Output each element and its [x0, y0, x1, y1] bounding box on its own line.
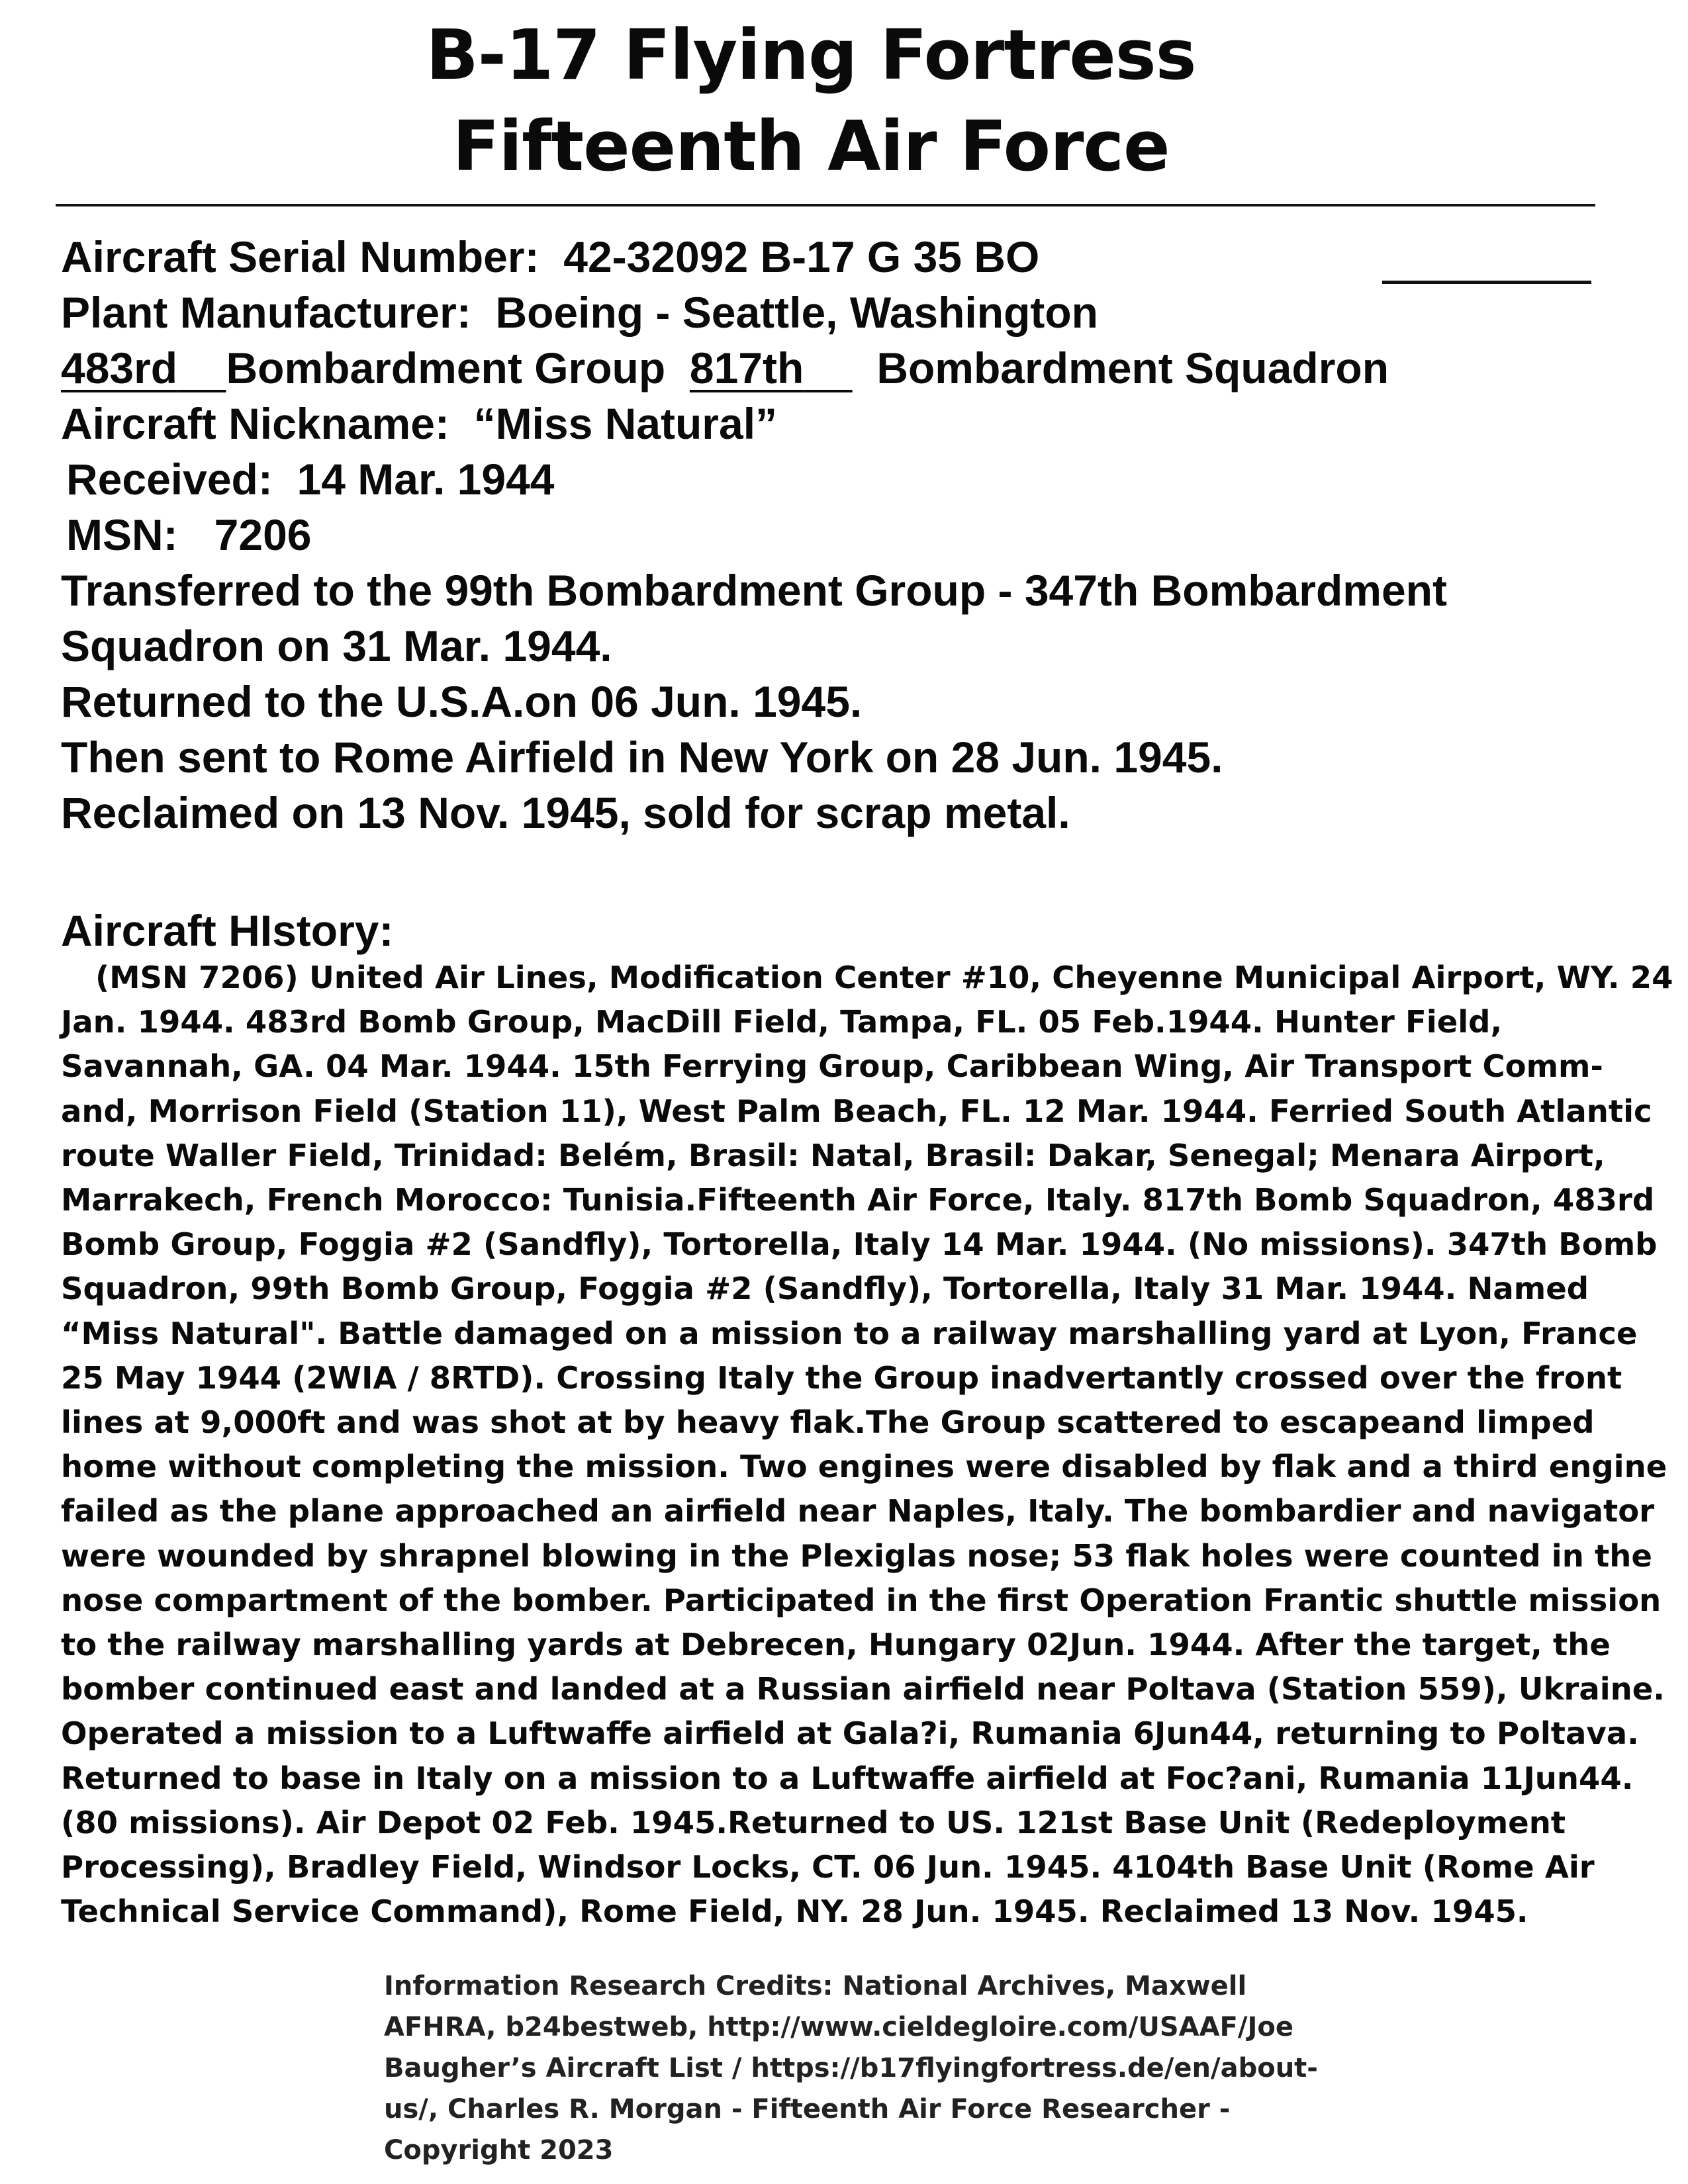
blank-field-line	[1382, 281, 1591, 284]
plant-manufacturer-value: Boeing - Seattle, Washington	[495, 288, 1098, 337]
history-text: (MSN 7206) United Air Lines, Modification Center #10, Cheyenne Municipal Airport, WY. 24 Jan. 1944. 483rd Bomb Group, MacDill Field, Tampa, FL. 05 Feb.1944. Hunter Field, Savannah, GA. 04 Mar. 1944. 15th Ferrying Group, Caribbean Wing, Air Transport Comm-and, Morrison Field (Station 11), West Palm Beach, FL. 12 Mar. 1944. Ferried South Atlantic route Waller Field, Trinidad: Belém, Brasil: Natal, Brasil: Dakar, Senegal; Menara Airport, Marrakech, French Morocco: Tunisia.Fifteenth Air Force, Italy. 817th Bomb Squadron, 483rd Bomb Group, Foggia #2 (Sandfly), Tortorella, Italy 14 Mar. 1944. (No missions). 347th Bomb Squadron, 99th Bomb Group, Foggia #2 (Sandfly), Tortorella, Italy 31 Mar. 1944. Named “Miss Natural". Battle damaged on a mission to a railway marshalling yard at Lyon, France 25 May 1944 (2WIA / 8RTD). Crossing Italy the Group inadvertantly crossed over the front lines at 9,000ft and was shot at by heavy flak.The Group scattered to escapeand limped home without completing the mission. Two engines were disabled by flak and a third engine failed as the plane approached an airfield near Naples, Italy. The bombardier and navigator were wounded by shrapnel blowing in the Plexiglas nose; 53 flak holes were counted in the nose compartment of the bomber. Participated in the first Operation Frantic shuttle mission to the railway marshalling yards at Debrecen, Hungary 02Jun. 1944. After the target, the bomber continued east and landed at a Russian airfield near Poltava (Station 559), Ukraine. Operated a mission to a Luftwaffe airfield at Gala?i, Rumania 6Jun44, returning to Poltava. Returned to base in Italy on a mission to a Luftwaffe airfield at Foc?ani, Rumania 11Jun44. (80 missions). Air Depot 02 Feb. 1945.Returned to US. 121st Base Unit (Redeployment Processing), Bradley Field, Windsor Locks, CT. 06 Jun. 1945. 4104th Base Unit (Rome Air Technical Service Command), Rome Field, NY. 28 Jun. 1945. Reclaimed 13 Nov. 1945.	[61, 960, 1673, 1930]
group-label: Bombardment Group	[226, 343, 666, 392]
summary-line: Squadron on 31 Mar. 1944.	[61, 621, 612, 670]
squadron-label: Bombardment Squadron	[876, 343, 1389, 392]
summary-line: Reclaimed on 13 Nov. 1945, sold for scrap metal.	[61, 788, 1070, 837]
serial-number-value: 42-32092 B-17 G 35 BO	[563, 232, 1040, 281]
plant-manufacturer-label: Plant Manufacturer:	[61, 288, 471, 337]
history-heading: Aircraft HIstory:	[61, 906, 394, 955]
page-subtitle: Fifteenth Air Force	[452, 106, 1170, 187]
summary-line: Transferred to the 99th Bombardment Group - 347th Bombardment	[61, 566, 1447, 615]
research-credits: Information Research Credits: National Archives, Maxwell AFHRA, b24bestweb, http://www.cieldegloire.com/USAAF/Joe Baugher’s Aircraft List / https://b17flyingfortress.de/en/about-us/, Charles R. Morgan - Fifteenth Air Force Researcher - Copyright 2023	[384, 1971, 1318, 2165]
title-divider	[56, 204, 1595, 206]
received-value: 14 Mar. 1944	[297, 455, 555, 504]
summary-line: Then sent to Rome Airfield in New York on 28 Jun. 1945.	[61, 733, 1223, 782]
nickname-label: Aircraft Nickname:	[61, 399, 449, 448]
msn-label: MSN:	[66, 510, 178, 559]
msn-value: 7206	[214, 510, 312, 559]
unit-row	[61, 341, 1389, 394]
plant-manufacturer-row	[61, 286, 1098, 339]
serial-number-label: Aircraft Serial Number:	[61, 232, 539, 281]
received-row	[66, 453, 555, 506]
nickname-row	[61, 397, 777, 450]
serial-number-row	[61, 230, 1039, 283]
nickname-value: “Miss Natural”	[473, 399, 778, 448]
summary-line: Returned to the U.S.A.on 06 Jun. 1945.	[61, 677, 863, 726]
msn-row	[66, 508, 312, 561]
page-title: B-17 Flying Fortress	[426, 15, 1196, 95]
group-value: 483rd	[61, 343, 178, 392]
received-label: Received:	[66, 455, 273, 504]
squadron-value: 817th	[689, 343, 804, 392]
